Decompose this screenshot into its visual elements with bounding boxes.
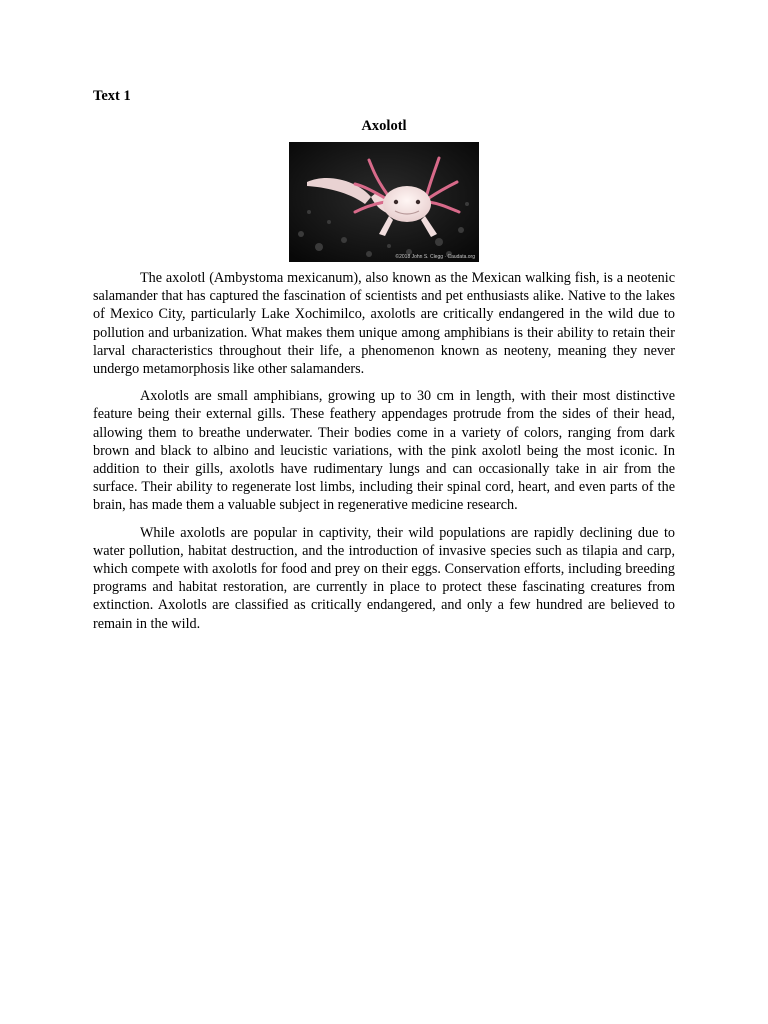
document-page xyxy=(93,86,675,642)
axolotl-photo xyxy=(289,142,479,262)
document-title: Axolotl xyxy=(361,118,407,134)
axolotl-illustration xyxy=(289,142,479,262)
photo-watermark: ©2018 John S. Clegg · Caudata.org xyxy=(395,254,475,260)
paragraph-3: While axolotls are popular in captivity, their wild populations are rapidly declining due to water pollution, habitat destruction, and the introduction of invasive species such as tilapia and carp, which compete with axolotls for food and prey on their eggs. Conservation efforts, including breeding programs and habitat restoration, are currently in place to protect these fascinating creatures from extinction. Axolotls are classified as critically endangered, and only a few hundred are believed to remain in the wild. xyxy=(93,524,675,632)
text-label: Text 1 xyxy=(93,88,131,104)
paragraph-1: The axolotl (Ambystoma mexicanum), also known as the Mexican walking fish, is a neotenic salamander that has captured the fascination of scientists and pet enthusiasts alike. Native to the lakes of Mexico City, particularly Lake Xochimilco, axolotls are critically endangered in the wild due to pollution and urbanization. What makes them unique among amphibians is their ability to retain their larval characteristics throughout their life, a phenomenon known as neoteny, meaning they never undergo metamorphosis like other salamanders. xyxy=(93,270,675,378)
paragraph-2: Axolotls are small amphibians, growing up to 30 cm in length, with their most distinctive feature being their external gills. These feathery appendages protrude from the sides of their head, allowing them to breathe underwater. Their bodies come in a variety of colors, ranging from dark brown and black to albino and leucistic variations, with the pink axolotl being the most iconic. In addition to their gills, axolotls have rudimentary lungs and can occasionally take in air from the surface. Their ability to regenerate lost limbs, including their spinal cord, heart, and even parts of the brain, has made them a valuable subject in regenerative medicine research. xyxy=(93,388,675,514)
